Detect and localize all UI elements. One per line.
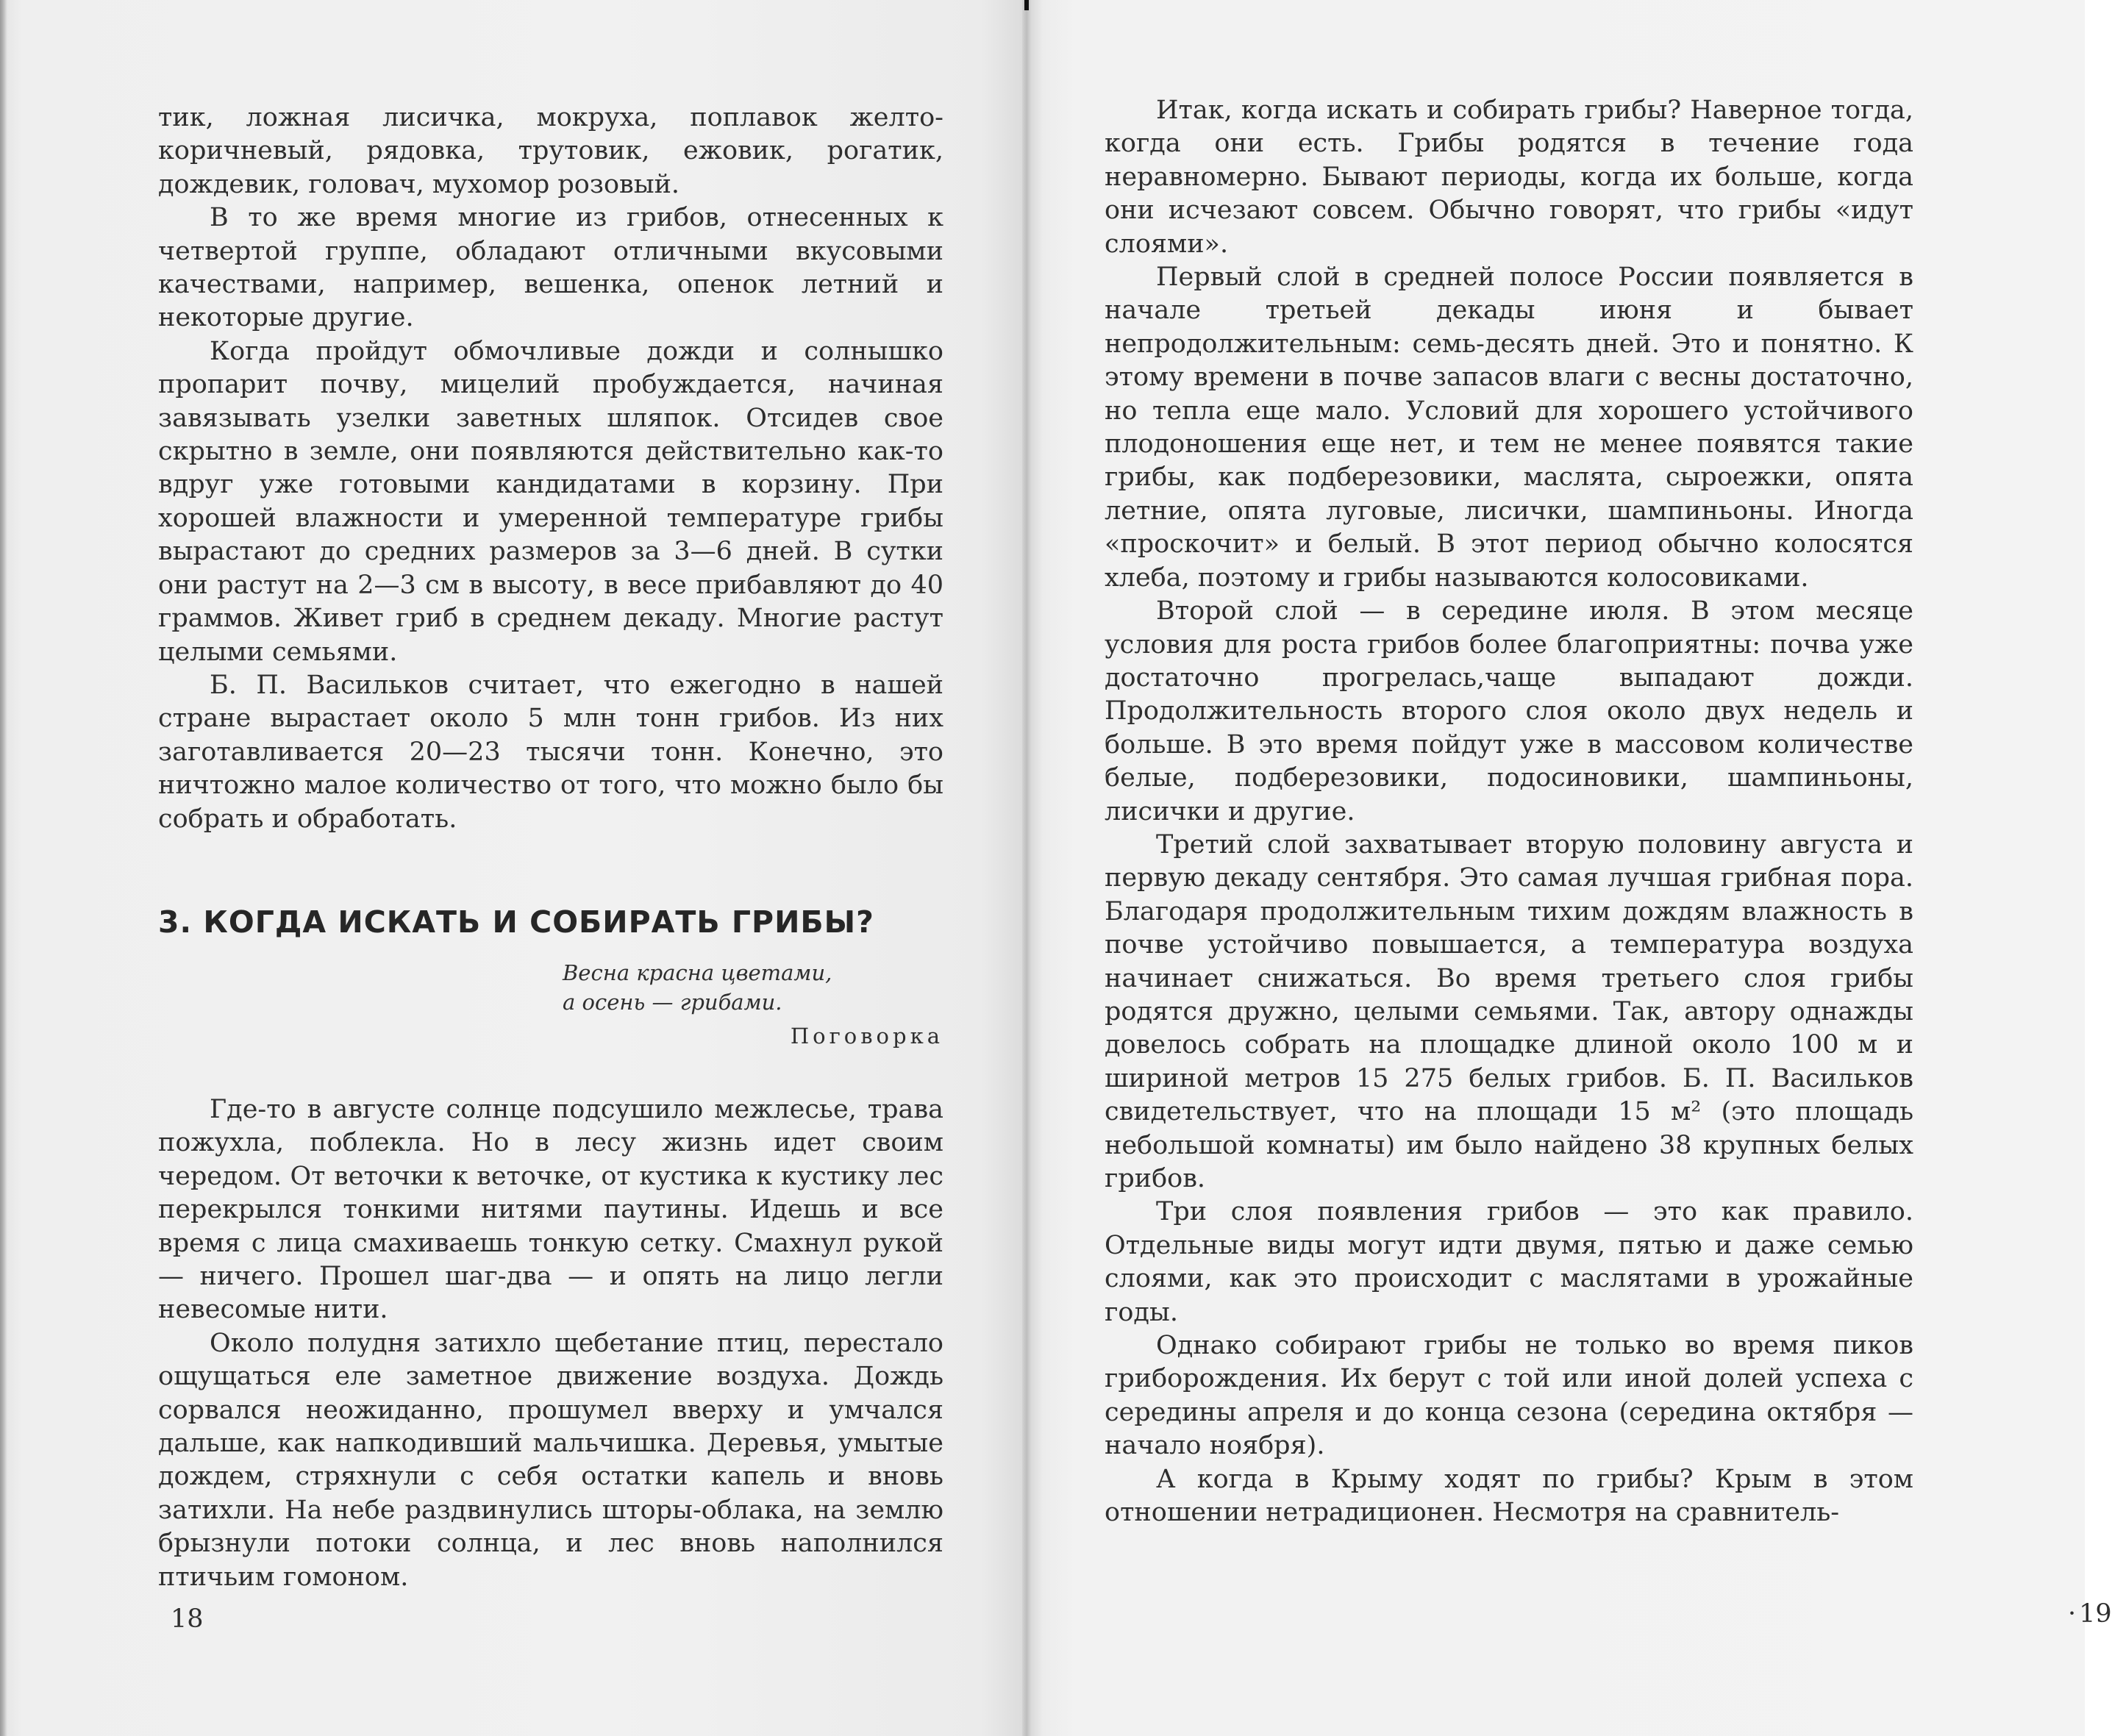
epigraph-source: Поговорка	[790, 1023, 943, 1049]
left-page	[0, 0, 1022, 1736]
spacer	[158, 1051, 943, 1093]
right-paragraph-7: А когда в Крыму ходят по грибы? Крым в этом отношении нетрадиционен. Несмотря на сравнитель-	[1105, 1464, 1913, 1528]
page-edge-shadow	[0, 0, 7, 1736]
right-paragraph-5: Три слоя появления грибов — это как правило. Отдельные виды могут идти двумя, пятью и даже семью слоями, как это происходит с маслятами в урожайные годы.	[1105, 1197, 1913, 1327]
left-paragraph-5: Где-то в августе солнце подсушило межлесье, трава пожухла, поблекла. Но в лесу жизнь идет своим чередом. От веточки к веточке, от кустика к кустику лес перекрылся тонкими нитями паутины. Идешь и все время с лица смахиваешь тонкую сетку. Смахнул рукой — ничего. Прошел шаг-два — и опять на лицо легли невесомые нити.	[158, 1094, 943, 1325]
chapter-heading: 3. КОГДА ИСКАТЬ И СОБИРАТЬ ГРИБЫ?	[158, 904, 874, 940]
right-paragraph-4: Третий слой захватывает вторую половину августа и первую декаду сентября. Это самая лучшая грибная пора. Благодаря продолжительным тихим дождям влажность в почве устойчиво повышается, а температура воздуха начинает снижаться. Во время третьего слоя грибы родятся дружно, целыми семьями. Так, автору однажды довелось собрать на площадке длиной около 100 м и шириной метров 15 275 белых грибов. Б. П. Васильков свидетельствует, что на площади 15 м² (это площадь небольшой комнаты) им было найдено 38 крупных белых грибов.	[1105, 829, 1913, 1193]
left-text-column	[158, 101, 943, 1594]
epigraph	[158, 958, 943, 1017]
right-paragraph-2: Первый слой в средней полосе России появляется в начале третьей декады июня и бывает непродолжительным: семь-десять дней. Это и понятно. К этому времени в почве запасов влаги с весны достаточно, но тепла еще мало. Условий для хорошего устойчивого плодоношения еще нет, и тем не менее появятся такие грибы, как подберезовики, маслята, сыроежки, опята летние, опята луговые, лисички, шампиньоны. Иногда «проскочит» и белый. В этот период обычно колосятся хлеба, поэтому и грибы называются колосовиками.	[1105, 262, 1913, 593]
left-paragraph-6: Около полудня затихло щебетание птиц, перестало ощущаться еле заметное движение воздуха. Дождь сорвался неожиданно, прошумел вверху и умчался дальше, как напкодивший мальчишка. Деревья, умытые дождем, стряхнули с себя остатки капель и вновь затихли. На небе раздвинулись шторы-облака, на землю брызнули потоки солнца, и лес вновь наполнился птичьим гомоном.	[158, 1328, 943, 1592]
right-text-column	[1105, 94, 1913, 1529]
epigraph-line-1: Весна красна цветами,	[563, 960, 832, 985]
epigraph-line-2: а осень — грибами.	[563, 989, 782, 1015]
right-paragraph-6: Однако собирают грибы не только во время пиков гриборождения. Их берут с той или иной долей успеха с середины апреля и до конца сезона (середина октября — начало ноября).	[1105, 1331, 1913, 1461]
page-number-right: · 19	[2068, 1599, 2112, 1629]
right-paragraph-1: Итак, когда искать и собирать грибы? Наверное тогда, когда они есть. Грибы родятся в течение года неравномерно. Бывают периоды, когда их больше, когда они исчезают совсем. Обычно говорят, что грибы «идут слоями».	[1105, 96, 1913, 259]
right-paragraph-3: Второй слой — в середине июля. В этом месяце условия для роста грибов более благоприятны: почва уже достаточно прогрелась,чаще выпадают дожди. Продолжительность второго слоя около двух недель и больше. В это время пойдут уже в массовом количестве белые, подберезовики, подосиновики, шампиньоны, лисички и другие.	[1105, 596, 1913, 826]
left-paragraph-1: тик, ложная лисичка, мокруха, поплавок желто-коричневый, рядовка, трутовик, ежовик, рогатик, дождевик, головач, мухомор розовый.	[158, 103, 943, 199]
book-gutter	[1022, 0, 1031, 1736]
gutter-mark	[1024, 0, 1029, 10]
page-number-left: 18	[171, 1604, 204, 1634]
left-paragraph-4: Б. П. Васильков считает, что ежегодно в нашей стране вырастает около 5 млн тонн грибов. Из них заготавливается 20—23 тысячи тонн. Конечно, это ничтожно малое количество от того, что можно было бы собрать и обработать.	[158, 670, 943, 834]
right-page	[1031, 0, 2112, 1736]
left-paragraph-3: Когда пройдут обмочливые дожди и солнышко пропарит почву, мицелий пробуждается, начиная завязывать узелки заветных шляпок. Отсидев свое скрытно в земле, они появляются действительно как-то вдруг уже готовыми кандидатами в корзину. При хорошей влажности и умеренной температуре грибы вырастают до средних размеров за 3—6 дней. В сутки они растут на 2—3 см в высоту, в весе прибавляют до 40 граммов. Живет гриб в среднем декаду. Многие растут целыми семьями.	[158, 336, 943, 667]
left-paragraph-2: В то же время многие из грибов, отнесенных к четвертой группе, обладают отличными вкусовыми качествами, например, вешенка, опенок летний и некоторые другие.	[158, 203, 943, 333]
